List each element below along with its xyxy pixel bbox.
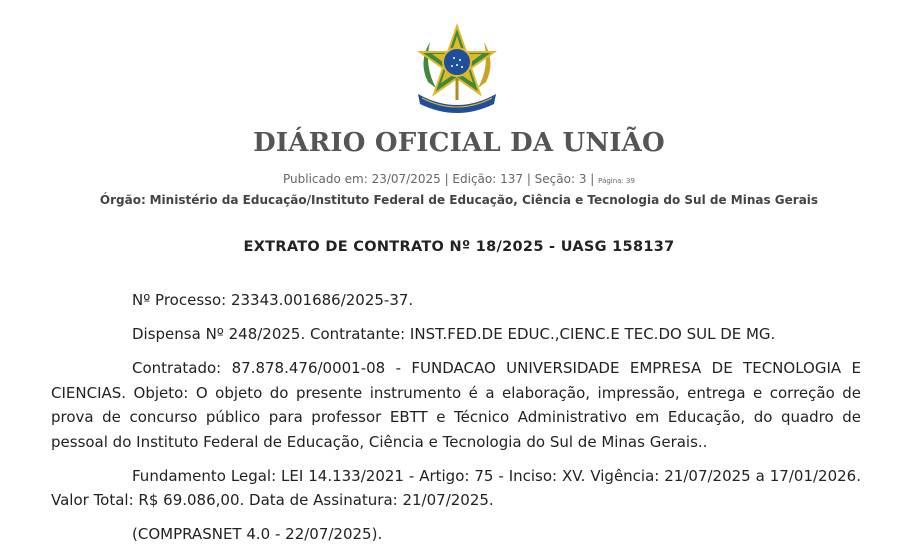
orgao-label: Órgão: (99, 193, 146, 207)
page-title: DIÁRIO OFICIAL DA UNIÃO (253, 128, 665, 158)
paragraph-contratado: Contratado: 87.878.476/0001-08 - FUNDACAO UNIVERSIDADE EMPRESA DE TECNOLOGIA E CIENCIAS. Objeto: O objeto do presente instrumento é a elaboração, impressão, entrega e correção de prova de concurso público para professor EBTT e Técnico Administrativo em Educação, do quadro de pessoal do Instituto Federal de Educação, Ciência e Tecnologia do Sul de Minas Gerais.. (51, 359, 861, 451)
document-body (51, 288, 861, 556)
paragraph-processo: Nº Processo: 23343.001686/2025-37. (132, 291, 414, 309)
paragraph-comprasnet: (COMPRASNET 4.0 - 22/07/2025). (132, 525, 383, 543)
page-number: Página: 39 (598, 177, 635, 185)
document-heading: EXTRATO DE CONTRATO Nº 18/2025 - UASG 158137 (243, 239, 675, 255)
paragraph-dispensa: Dispensa Nº 248/2025. Contratante: INST.FED.DE EDUC.,CIENC.E TEC.DO SUL DE MG. (132, 325, 776, 343)
brazil-coat-of-arms-icon (410, 22, 504, 116)
publication-info (0, 172, 918, 186)
publication-details: Publicado em: 23/07/2025 | Edição: 137 | Seção: 3 | (283, 172, 595, 186)
orgao-line (0, 193, 918, 207)
orgao-value: Ministério da Educação/Instituto Federal de Educação, Ciência e Tecnologia do Sul de Minas Gerais (149, 193, 819, 207)
paragraph-fundamento: Fundamento Legal: LEI 14.133/2021 - Artigo: 75 - Inciso: XV. Vigência: 21/07/2025 a 17/01/2026. Valor Total: R$ 69.086,00. Data de Assinatura: 21/07/2025. (51, 466, 861, 509)
